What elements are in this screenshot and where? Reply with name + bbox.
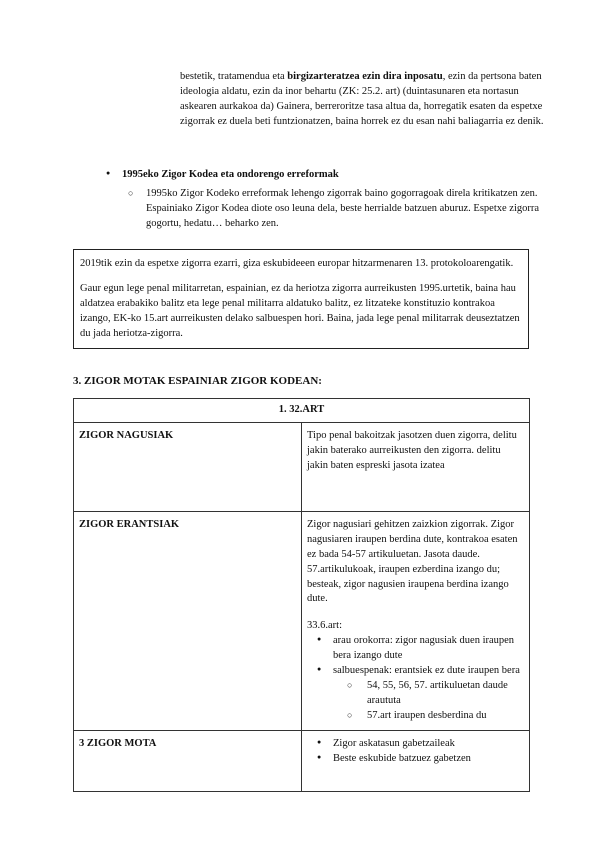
penalty-types-table	[73, 398, 530, 792]
reform-bullet-title: 1995eko Zigor Kodea eta ondorengo erreformak	[122, 169, 339, 180]
reform-bullet-item	[96, 168, 556, 232]
cell-bullet-item: ● Beste eskubide batzuez gabetzen	[307, 752, 524, 767]
row-value-text: Zigor nagusiari gehitzen zaizkion zigorrak. Zigor nagusiaren iraupen berdina dute, kontrakoa esaten ez bada 54-57 artikuluetan. Jasota daude. 57.artikulukoak, iraupen ezberdina izango du; besteak, zigor nagusien iraupena berdina izango dute.	[307, 518, 518, 605]
reform-sub-list	[122, 187, 556, 232]
row-key-cell: 3 ZIGOR MOTA	[74, 730, 302, 791]
cell-bullet-item: ● arau orokorra: zigor nagusiak duen iraupen bera izango dute	[307, 634, 524, 664]
row-article-ref: 33.6.art:	[307, 620, 342, 632]
table-header-row	[74, 399, 530, 423]
intro-paragraph	[180, 70, 545, 130]
intro-text-post: , ezin da pertsona baten ideologia aldatu, ezin da inor behartu (ZK: 25.2. art) (duintasunaren eta nortasun askearen aurkakoa da) Gainera, berreroritze tasa altua da, horregatik esaten da espetxe zigorrak ez duela beti funtzionatzen, baina horrek ez du esan nahi baliagarria ez denik.	[180, 71, 544, 127]
cell-bullet-item: ● Zigor askatasun gabetzaileak	[307, 737, 524, 752]
note-box	[73, 249, 529, 349]
cell-sub-item: ○ 54, 55, 56, 57. artikuluetan daude araututa	[333, 679, 524, 709]
intro-text-pre: bestetik, tratamendua eta	[180, 71, 288, 82]
table-row	[74, 511, 530, 730]
row-key-cell: ZIGOR ERANTSIAK	[74, 511, 302, 730]
table-row	[74, 422, 530, 511]
section-heading: 3. ZIGOR MOTAK ESPAINIAR ZIGOR KODEAN:	[73, 375, 322, 387]
reform-bullet-list	[96, 168, 556, 232]
reform-sub-item: ○ 1995ko Zigor Kodeko erreformak lehengo zigorrak baino gogorragoak direla kritikatzen zen. Espainiako Zigor Kodea diote oso leuna dela, beste herrialde batzuen aburuz. Espetxe zigorra gogortu, hedatu… beharko zen.	[122, 187, 556, 232]
table-header-cell: 1. 32.ART	[74, 399, 530, 423]
row-value-cell	[302, 511, 530, 730]
note-paragraph-1: 2019tik ezin da espetxe zigorra ezarri, giza eskubideeen europar hitzarmenaren 13. protokoloarengatik.	[80, 258, 514, 269]
cell-bullet-text: salbuespenak: erantsiek ez dute iraupen bera	[333, 665, 520, 677]
row-value-cell	[302, 730, 530, 791]
cell-bullet-item	[307, 664, 524, 724]
cell-bullet-list	[307, 634, 524, 723]
table-row	[74, 730, 530, 791]
row-key-cell: ZIGOR NAGUSIAK	[74, 422, 302, 511]
intro-text-bold: birgizarteratzea ezin dira inposatu	[287, 71, 443, 82]
row-value-cell: Tipo penal bakoitzak jasotzen duen zigorra, delitu jakin baterako aurreikusten den zigorra. delitu jakin baten espreski jasota izatea	[302, 422, 530, 511]
note-paragraph-2: Gaur egun lege penal militarretan, espainian, ez da heriotza zigorra aurreikusten 1995.urtetik, baina hau aldatzea erabakiko balitz eta lege penal militarra aldatuko balitz, ez litzateke konstituzio kontrakoa izango, EK-ko 15.art aurreikusten delako salbuespen hori. Baina, jada lege penal militarrak deuseztatzen du jada heriotza-zigorra.	[80, 282, 520, 339]
cell-sub-item: ○ 57.art iraupen desberdina du	[333, 709, 524, 724]
cell-bullet-list	[307, 737, 524, 767]
cell-sub-list	[333, 679, 524, 724]
